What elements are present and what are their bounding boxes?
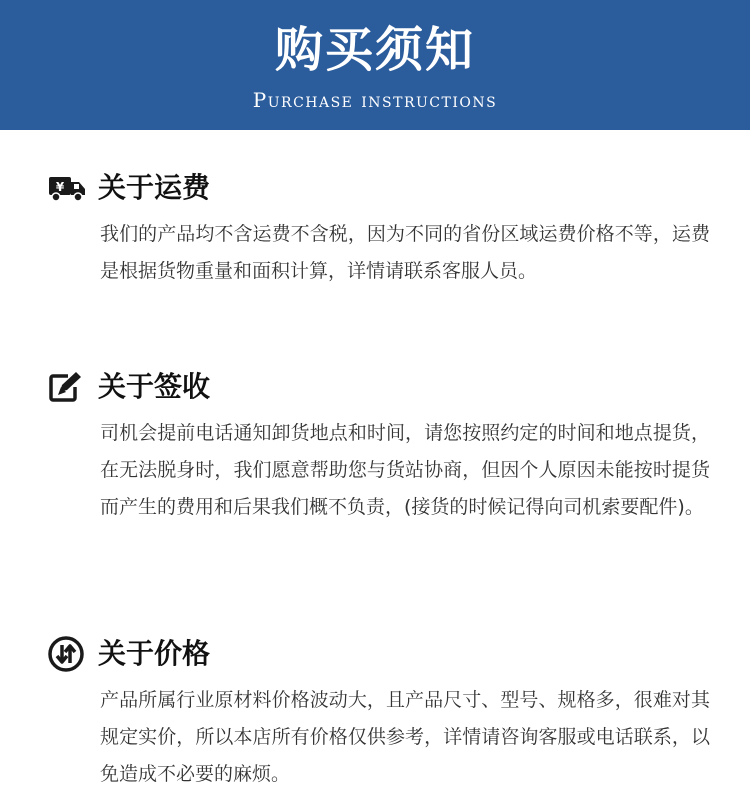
header-banner [0, 0, 750, 130]
section-title: 关于签收 [98, 370, 211, 403]
price-exchange-icon [48, 637, 86, 671]
section-body: 我们的产品均不含运费不含税，因为不同的省份区域运费价格不等，运费是根据货物重量和面积计算，详情请联系客服人员。 [100, 223, 710, 282]
sign-edit-icon [48, 370, 86, 404]
section-body: 司机会提前电话通知卸货地点和时间，请您按照约定的时间和地点提货，在无法脱身时，我们愿意帮助您与货站协商，但因个人原因未能按时提货而产生的费用和后果我们概不负责，(接货的时候记得向司机索要配件)。 [100, 422, 710, 518]
shipping-truck-icon [48, 171, 86, 205]
svg-text:¥: ¥ [55, 180, 65, 194]
section-title: 关于运费 [98, 171, 211, 204]
page-title: 购买须知 [274, 22, 475, 78]
section-body: 产品所属行业原材料价格波动大，且产品尺寸、型号、规格多，很难对其规定实价，所以本店所有价格仅供参考，详情请咨询客服或电话联系，以免造成不必要的麻烦。 [100, 689, 710, 785]
section-heading [48, 369, 210, 405]
page-subtitle: Purchase instructions [252, 88, 498, 112]
section-heading [48, 636, 210, 672]
section-title: 关于价格 [98, 637, 211, 670]
section-heading [48, 170, 210, 206]
